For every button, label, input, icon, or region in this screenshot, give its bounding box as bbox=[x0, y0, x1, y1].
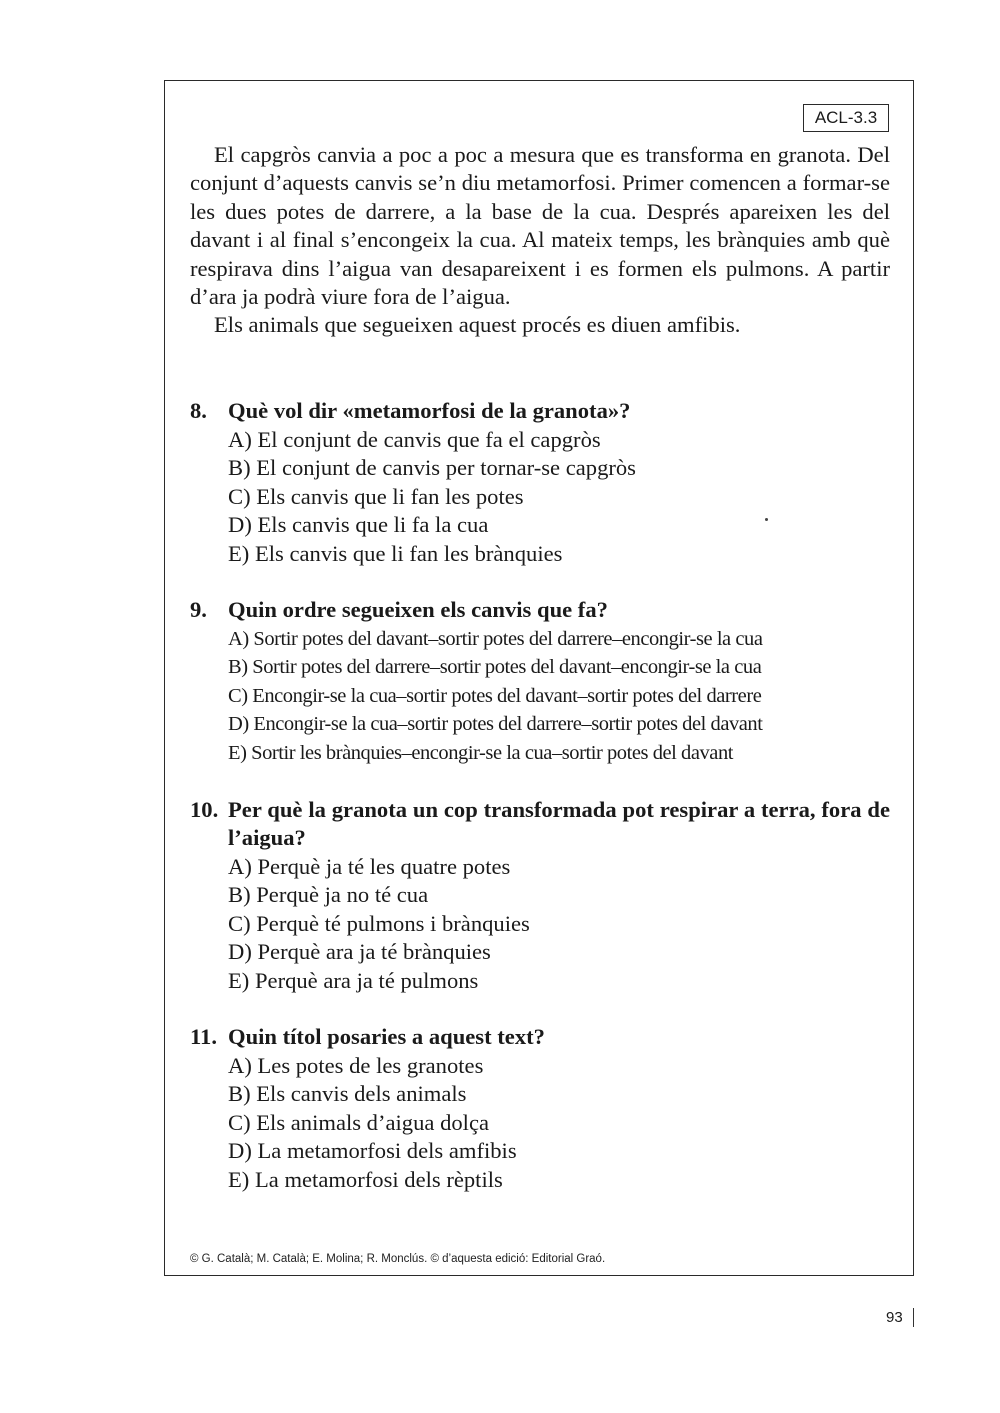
question-8-title bbox=[190, 397, 890, 425]
answer-option[interactable]: A) El conjunt de canvis que fa el capgròs bbox=[228, 427, 601, 452]
answer-option[interactable]: D) Els canvis que li fa la cua bbox=[228, 512, 489, 538]
question-number: 11. bbox=[190, 1024, 217, 1049]
answer-option[interactable]: B) Perquè ja no té cua bbox=[228, 882, 429, 908]
passage-paragraph: Els animals que segueixen aquest procés es diuen amfibis. bbox=[214, 312, 741, 338]
question-text: Per què la granota un cop transformada pot respirar a terra, fora de l’aigua? bbox=[228, 797, 890, 851]
question-11-title bbox=[190, 1023, 890, 1051]
question-text: Quin títol posaries a aquest text? bbox=[228, 1024, 545, 1049]
answer-option[interactable]: C) Perquè té pulmons i brànquies bbox=[228, 910, 530, 936]
answer-option[interactable]: B) El conjunt de canvis per tornar-se capgròs bbox=[228, 455, 636, 481]
answer-option[interactable]: E) Sortir les brànquies–encongir-se la cua–sortir potes del davant bbox=[228, 741, 734, 764]
copyright-footer: © G. Català; M. Català; E. Molina; R. Monclús. © d’aquesta edició: Editorial Graó. bbox=[190, 1253, 606, 1265]
exercise-code-badge: ACL-3.3 bbox=[803, 104, 889, 132]
page-number: 93 bbox=[886, 1309, 903, 1326]
passage-paragraph: El capgròs canvia a poc a poc a mesura que es transforma en granota. Del conjunt d’aquests canvis se’n diu metamorfosi. Primer comencen a formar-se les dues potes de darrere, a la base de la cua. Després apareixen les del davant i al final s’encongeix la cua. Al mateix temps, les brànquies amb què respirava dins l’aigua van desapareixent i es formen els pulmons. A partir d’ara ja podrà viure fora de l’aigua. bbox=[190, 142, 890, 310]
answer-option[interactable]: A) Perquè ja té les quatre potes bbox=[228, 854, 511, 879]
answer-option[interactable]: C) Els canvis que li fan les potes bbox=[228, 483, 524, 509]
answer-option[interactable]: A) Sortir potes del davant–sortir potes del darrere–encongir-se la cua bbox=[228, 628, 763, 650]
question-11-options bbox=[228, 1052, 898, 1194]
question-10-options bbox=[228, 853, 898, 995]
answer-option[interactable]: A) Les potes de les granotes bbox=[228, 1053, 484, 1078]
question-9-options bbox=[228, 625, 898, 767]
answer-option[interactable]: E) Perquè ara ja té pulmons bbox=[228, 967, 479, 993]
question-number: 8. bbox=[190, 398, 207, 423]
answer-option[interactable]: D) Perquè ara ja té brànquies bbox=[228, 939, 491, 965]
answer-option[interactable]: C) Els animals d’aigua dolça bbox=[228, 1109, 490, 1135]
answer-option[interactable]: E) La metamorfosi dels rèptils bbox=[228, 1166, 503, 1192]
question-9-title bbox=[190, 596, 890, 624]
scan-speck bbox=[765, 518, 768, 521]
answer-option[interactable]: C) Encongir-se la cua–sortir potes del davant–sortir potes del darrere bbox=[228, 684, 762, 707]
question-text: Quin ordre segueixen els canvis que fa? bbox=[228, 597, 608, 622]
question-10-title bbox=[190, 796, 890, 853]
answer-option[interactable]: E) Els canvis que li fan les brànquies bbox=[228, 540, 563, 566]
question-number: 10. bbox=[190, 797, 219, 822]
answer-option[interactable]: D) La metamorfosi dels amfibis bbox=[228, 1138, 517, 1164]
question-8-options bbox=[228, 426, 898, 568]
answer-option[interactable]: B) Els canvis dels animals bbox=[228, 1081, 467, 1107]
answer-option[interactable]: D) Encongir-se la cua–sortir potes del darrere–sortir potes del davant bbox=[228, 713, 763, 736]
answer-option[interactable]: B) Sortir potes del darrere–sortir potes del davant–encongir-se la cua bbox=[228, 656, 762, 679]
reading-passage bbox=[190, 141, 890, 340]
question-text: Què vol dir «metamorfosi de la granota»? bbox=[228, 398, 631, 423]
question-number: 9. bbox=[190, 597, 207, 622]
page-number-divider bbox=[913, 1308, 914, 1327]
